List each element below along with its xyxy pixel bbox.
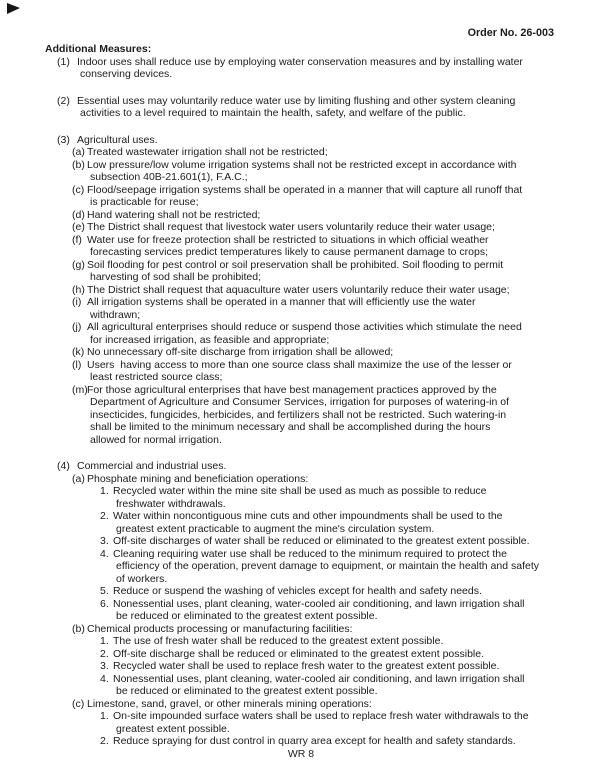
item-label: (d) bbox=[72, 208, 85, 221]
item-text bbox=[113, 485, 579, 510]
text-line: be reduced or eliminated to the greatest extent possible. bbox=[116, 685, 378, 697]
text-line: Hand watering shall not be restricted; bbox=[87, 208, 261, 221]
item-label: (a) bbox=[72, 472, 85, 485]
text-line: Reduce spraying for dust control in quarry area except for health and safety standards. bbox=[113, 735, 516, 747]
item-label: 2. bbox=[100, 735, 109, 747]
item-label: 2. bbox=[100, 510, 109, 522]
item-label: (2) bbox=[57, 94, 70, 107]
item-label: 1. bbox=[100, 635, 109, 647]
item-label: (a) bbox=[72, 146, 85, 158]
text-line: Off-site discharge shall be reduced or eliminated to the greatest extent possible. bbox=[113, 647, 485, 660]
text-line: conserving devices. bbox=[80, 68, 173, 80]
item-label: (m) bbox=[72, 383, 88, 396]
text-line: harvesting of sod shall be prohibited; bbox=[90, 271, 262, 283]
item-text bbox=[113, 510, 579, 535]
measure-item bbox=[72, 184, 579, 209]
text-line: The use of fresh water shall be reduced to the greatest extent possible. bbox=[113, 635, 444, 647]
item-text bbox=[113, 648, 579, 661]
measure-item bbox=[57, 460, 579, 473]
text-line: Indoor uses shall reduce use by employing water conservation measures and by installing water bbox=[77, 55, 523, 68]
measure-item bbox=[72, 698, 579, 711]
measure-item bbox=[100, 510, 579, 535]
measure-item bbox=[72, 473, 579, 486]
text-line: greatest extent practicable to augment the mine's circulation system. bbox=[116, 522, 435, 535]
item-text bbox=[87, 284, 579, 297]
item-text bbox=[77, 56, 579, 81]
item-label: (c) bbox=[72, 183, 85, 196]
measure-item bbox=[72, 159, 579, 184]
text-line: On-site impounded surface waters shall be used to replace fresh water withdrawals to the bbox=[113, 710, 529, 722]
measure-item bbox=[100, 485, 579, 510]
item-label: (f) bbox=[72, 233, 82, 246]
order-number: Order No. 26-003 bbox=[467, 27, 554, 39]
text-line: Limestone, sand, gravel, or other minerals mining operations: bbox=[87, 697, 372, 710]
item-text bbox=[87, 384, 579, 447]
item-label: 3. bbox=[100, 535, 109, 547]
item-text bbox=[87, 209, 579, 222]
item-text bbox=[87, 296, 579, 321]
text-line: activities to a level required to maintain the health, safety, and welfare of the public. bbox=[80, 107, 466, 119]
text-line: Users having access to more than one source class shall maximize the use of the lesser or bbox=[87, 358, 512, 371]
measure-item bbox=[72, 296, 579, 321]
text-line: Off-site discharges of water shall be reduced or eliminated to the greatest extent possible. bbox=[113, 535, 530, 547]
text-line: No unnecessary off-site discharge from irrigation shall be allowed; bbox=[87, 346, 394, 358]
measures-list bbox=[45, 56, 579, 748]
item-text bbox=[87, 623, 579, 636]
measure-item bbox=[100, 710, 579, 735]
measure-item bbox=[57, 95, 579, 120]
measure-item bbox=[72, 321, 579, 346]
item-label: 5. bbox=[100, 585, 109, 597]
text-line: Department of Agriculture and Consumer Services, irrigation for purposes of watering-in of bbox=[90, 396, 510, 408]
item-text bbox=[87, 184, 579, 209]
text-line: shall be limited to the minimum necessary and shall be accomplished during the hours bbox=[90, 421, 491, 433]
measure-item bbox=[100, 648, 579, 661]
item-label: 1. bbox=[100, 710, 109, 722]
item-text bbox=[113, 710, 579, 735]
item-text bbox=[87, 321, 579, 346]
item-text bbox=[113, 735, 579, 748]
text-line: allowed for normal irrigation. bbox=[90, 433, 222, 446]
item-label: (h) bbox=[72, 283, 85, 296]
measure-item bbox=[72, 359, 579, 384]
text-line: Commercial and industrial uses. bbox=[77, 460, 227, 472]
text-line: Treated wastewater irrigation shall not be restricted; bbox=[87, 146, 328, 158]
item-label: 4. bbox=[100, 547, 109, 560]
measure-item bbox=[100, 635, 579, 648]
text-line: for increased irrigation, as feasible and appropriate; bbox=[90, 333, 330, 346]
text-line: All irrigation systems shall be operated in a manner that will efficiently use the water bbox=[87, 296, 476, 308]
measure-item bbox=[72, 209, 579, 222]
text-line: Recycled water within the mine site shall be used as much as possible to reduce bbox=[113, 485, 487, 497]
item-label: 6. bbox=[100, 597, 109, 610]
item-label: (3) bbox=[57, 133, 70, 146]
text-line: greatest extent possible. bbox=[116, 722, 230, 735]
measure-item bbox=[100, 535, 579, 548]
text-line: Recycled water shall be used to replace fresh water to the greatest extent possible. bbox=[113, 660, 500, 672]
item-text bbox=[87, 473, 579, 486]
text-line: Agricultural uses. bbox=[77, 133, 158, 146]
measure-item bbox=[100, 548, 579, 586]
page-number: WR 8 bbox=[287, 747, 315, 760]
item-label: (4) bbox=[57, 460, 70, 472]
measure-item bbox=[100, 585, 579, 598]
measure-item bbox=[100, 660, 579, 673]
item-text bbox=[77, 460, 579, 473]
text-line: Essential uses may voluntarily reduce water use by limiting flushing and other system cleaning bbox=[77, 94, 516, 107]
text-line: The District shall request that livestock water users voluntarily reduce their water usage; bbox=[87, 221, 495, 233]
measure-item bbox=[72, 384, 579, 447]
text-line: freshwater withdrawals. bbox=[116, 497, 226, 510]
text-line: least restricted source class; bbox=[90, 371, 223, 383]
item-text bbox=[87, 698, 579, 711]
measure-item bbox=[72, 146, 579, 159]
text-line: efficiency of the operation, prevent damage to equipment, or maintain the health and safety bbox=[116, 560, 539, 572]
text-line: is practicable for reuse; bbox=[90, 196, 199, 208]
item-label: (i) bbox=[72, 296, 82, 308]
item-text bbox=[77, 134, 579, 147]
item-text bbox=[87, 359, 579, 384]
text-line: Water within noncontiguous mine cuts and other impoundments shall be used to the bbox=[113, 510, 503, 522]
text-line: be reduced or eliminated to the greatest extent possible. bbox=[116, 610, 378, 622]
item-label: 1. bbox=[100, 485, 109, 497]
text-line: Reduce or suspend the washing of vehicles except for health and safety needs. bbox=[113, 585, 482, 597]
item-text bbox=[113, 635, 579, 648]
item-text bbox=[77, 95, 579, 120]
measure-item bbox=[72, 623, 579, 636]
item-text bbox=[113, 598, 579, 623]
measure-item bbox=[100, 735, 579, 748]
measure-item bbox=[100, 598, 579, 623]
text-line: withdrawn; bbox=[90, 308, 141, 321]
item-text bbox=[113, 535, 579, 548]
measure-item bbox=[72, 259, 579, 284]
item-label: (l) bbox=[72, 358, 82, 371]
text-line: Water use for freeze protection shall be restricted to situations in which official weather bbox=[87, 233, 489, 246]
item-label: (g) bbox=[72, 258, 85, 271]
item-label: (b) bbox=[72, 622, 85, 635]
measure-item bbox=[72, 221, 579, 234]
text-line: Flood/seepage irrigation systems shall be operated in a manner that will capture all runoff that bbox=[87, 183, 523, 196]
measure-item bbox=[72, 284, 579, 297]
item-label: (1) bbox=[57, 55, 70, 68]
text-line: forecasting services predict temperatures likely to cause permanent damage to crops; bbox=[90, 246, 489, 258]
item-text bbox=[87, 146, 579, 159]
text-line: Low pressure/low volume irrigation systems shall not be restricted except in accordance with bbox=[87, 158, 517, 171]
item-label: (k) bbox=[72, 346, 85, 358]
text-line: Soil flooding for pest control or soil preservation shall be prohibited. Soil flooding to permit bbox=[87, 258, 504, 271]
item-text bbox=[87, 259, 579, 284]
text-line: subsection 40B-21.601(1), F.A.C.; bbox=[90, 171, 248, 183]
text-line: Nonessential uses, plant cleaning, water-cooled air conditioning, and lawn irrigation shall bbox=[113, 597, 525, 610]
measure-item bbox=[100, 673, 579, 698]
item-label: (j) bbox=[72, 321, 82, 333]
text-line: Chemical products processing or manufacturing facilities: bbox=[87, 622, 353, 635]
measure-item bbox=[72, 234, 579, 259]
measure-item bbox=[57, 56, 579, 81]
item-text bbox=[113, 548, 579, 586]
measure-item bbox=[72, 346, 579, 359]
text-line: insecticides, fungicides, herbicides, and fertilizers shall not be restricted. Such watering-in bbox=[90, 408, 507, 421]
item-text bbox=[87, 221, 579, 234]
item-label: (e) bbox=[72, 221, 85, 233]
text-line: All agricultural enterprises should reduce or suspend those activities which stimulate the need bbox=[87, 321, 522, 333]
text-line: of workers. bbox=[116, 572, 168, 585]
text-line: Phosphate mining and beneficiation operations: bbox=[87, 472, 309, 485]
item-label: (b) bbox=[72, 158, 85, 171]
scan-corner-triangle-icon bbox=[7, 3, 20, 14]
item-text bbox=[113, 585, 579, 598]
item-label: (c) bbox=[72, 697, 85, 710]
text-line: The District shall request that aquaculture water users voluntarily reduce their water usage; bbox=[87, 283, 510, 296]
item-text bbox=[87, 159, 579, 184]
text-line: Nonessential uses, plant cleaning, water-cooled air conditioning, and lawn irrigation shall bbox=[113, 672, 525, 685]
item-text bbox=[87, 234, 579, 259]
item-text bbox=[87, 346, 579, 359]
section-title: Additional Measures: bbox=[45, 43, 152, 55]
text-line: For those agricultural enterprises that have best management practices approved by the bbox=[87, 383, 497, 396]
measure-item bbox=[57, 134, 579, 147]
item-text bbox=[113, 660, 579, 673]
item-text bbox=[113, 673, 579, 698]
item-label: 4. bbox=[100, 672, 109, 685]
item-label: 2. bbox=[100, 647, 109, 660]
document-content bbox=[45, 43, 579, 760]
item-label: 3. bbox=[100, 660, 109, 672]
text-line: Cleaning requiring water use shall be reduced to the minimum required to protect the bbox=[113, 547, 507, 560]
